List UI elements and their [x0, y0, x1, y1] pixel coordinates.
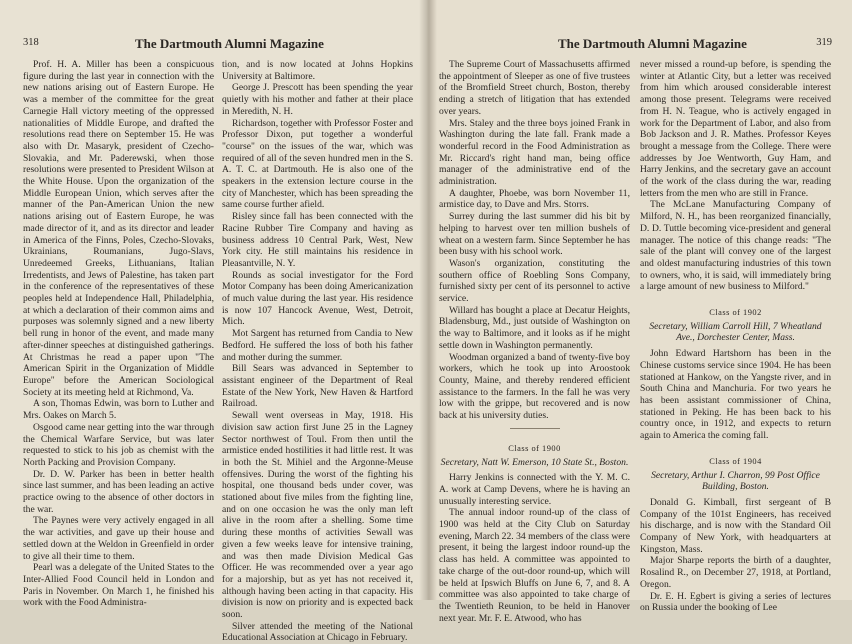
paragraph: Rounds as social investigator for the Ford Motor Company has been doing Americanization of much value during the last year. His residence is now 107 Hancock Avenue, West, Detroit, Mich.: [222, 269, 413, 328]
right-column-2: [640, 59, 831, 614]
paragraph: Dr. D. W. Parker has been in better health since last summer, and has been leading an active practice owing to the absence of other doctors in the war.: [23, 468, 214, 515]
paragraph: never missed a round-up before, is spending the winter at Atlantic City, but a letter was received from him which aroused considerable interest among those present. Telegrams were received from H. N. Teague, who is actively engaged in work for the Department of Labor, and also from Bob Jackson and J. R. Mathes. Professor Keyes brought a message from the College. There were addresses by Joe Wentworth, Guy Ham, and Harry Jenkins, and the secretary gave an account of the work of the class during the war, reading letters from the men who are still in France.: [640, 59, 831, 199]
class-1902-secretary: Secretary, William Carroll Hill, 7 Wheatland Ave., Dorchester Center, Mass.: [649, 320, 822, 344]
paragraph: Bill Sears was advanced in September to assistant engineer of the Department of Real Estate of the New York, New Haven & Hartford Railroad.: [222, 363, 413, 410]
left-page-magazine-title: The Dartmouth Alumni Magazine: [135, 36, 324, 51]
paragraph: The Supreme Court of Massachusetts affirmed the appointment of Sleeper as one of five trustees of the Bromfield Street church, Boston, thereby ending a stretch of litigation that has extended over years.: [439, 59, 630, 117]
paragraph: Major Sharpe reports the birth of a daughter, Rosalind R., on December 27, 1918, at Portland, Oregon.: [640, 555, 831, 590]
paragraph: Osgood came near getting into the war through the Chemical Warfare Service, but was later requested to stick to his job as chemist with the North Packing and Provision Company.: [23, 421, 214, 468]
right-column-1: [439, 59, 630, 624]
paragraph: The Paynes were very actively engaged in all the war activities, and gave up their house and settled down at the Weldon in Greenfield in order to give all their time to them.: [23, 515, 214, 562]
paragraph: Wason's organization, constituting the southern office of Roebling Sons Company, furnished sixty per cent of its personnel to active service.: [439, 257, 630, 305]
paragraph: Silver attended the meeting of the National Educational Association at Chicago in February.: [222, 620, 413, 644]
paragraph: Richardson, together with Professor Foster and Professor Dixon, put together a wonderful "course" on the issues of the war, which was required of all of the seven hundred men in the S. A. T. C. at Dartmouth. He is also one of the speakers in the extension lecture course in the city of Manchester, which has been spreading the same course further afield.: [222, 117, 413, 211]
class-1900-heading: Class of 1900: [508, 443, 561, 453]
class-1900-secretary: Secretary, Natt W. Emerson, 10 State St., Boston.: [440, 456, 629, 468]
paragraph: Donald G. Kimball, first sergeant of B Company of the 101st Engineers, has received his discharge, and is now with the Standard Oil Company of New York, with headquarters at Kingston, Mass.: [640, 496, 831, 555]
paragraph: Woodman organized a band of twenty-five boy workers, which he took up into Aroostook County, Maine, and thereby rendered efficient assistance to the farmers. In the fall he was very low with the grippe, but recovered and is now back at his university duties.: [439, 351, 630, 422]
paragraph: Risley since fall has been connected with the Racine Rubber Tire Company and having as business address 10 Central Park, West, New York city. He still maintains his residence in Pleasantville, N. Y.: [222, 211, 413, 269]
paragraph: George J. Prescott has been spending the year quietly with his mother and father at their place in Meredith, N. H.: [222, 82, 413, 117]
paragraph: Dr. E. H. Egbert is giving a series of lectures on Russia under the booking of Lee: [640, 590, 831, 614]
paragraph: Sewall went overseas in May, 1918. His division saw action first June 25 in the Lagney Sector northwest of Toul. From then until the armistice ended hostilities it had little rest. It was in both the St. Mihiel and the Argonne-Meuse offensives. During the worst of the fighting his hospital, one thousand beds under cover, was stationed about five miles from the fighting line, and on one occasion he was the only man left alive in the room after a shelling. Some time during these months of activities Sewall was given a few weeks leave for intensive training, and was then made Division Medical Gas Officer. He was recommended over a year ago for a majorship, but as yet has not received it, although having been acting in that capacity. His division is now on priority and is expected back soon.: [222, 410, 413, 621]
right-page-header: [439, 37, 832, 53]
left-page-header: [23, 37, 413, 53]
right-page-number: 319: [816, 37, 832, 48]
paragraph: The annual indoor round-up of the class of 1900 was held at the City Club on Saturday evening, March 22. 34 members of the class were present, it being the largest indoor round-up the class has held. A committee was appointed to take charge of the out-door round-up, which will be held at Ipswich Bluffs on June 6, 7, and 8. A committee was also appointed to take charge of the Twentieth Reunion, to be held in Hanover next year. Mr. F. E. Atwood, who has: [439, 507, 630, 624]
class-1904-secretary: Secretary, Arthur I. Charron, 99 Post Office Building, Boston.: [651, 469, 820, 493]
left-page-number: 318: [23, 37, 39, 48]
class-1904-heading: Class of 1904: [709, 456, 762, 466]
paragraph: A son, Thomas Edwin, was born to Luther and Mrs. Oakes on March 5.: [23, 398, 214, 422]
paragraph: Prof. H. A. Miller has been a conspicuous figure during the last year in connection with the new nations arising out of Eastern Europe. He was a member of the committee for the great Carnegie Hall victory meeting of the oppressed nationalities of Middle Europe, and drafted the resolutions read there on September 15. He was also with Dr. Masaryk, president of Czecho-Slovakia, and Mr. Paderewski, when those resolutions were presented to President Wilson at the White House. Upon the organization of the Middle European Union, which serves after the manner of the Pan-American Union the new nations arising out of Eastern Europe, he was made director of it, and as its director and leader in America of the Finns, Poles, Czecho-Slovaks, Ukrainians, Roumanians, Jugo-Slavs, Unredeemed Greeks, Lithuanians, Italian Irredentists, and Jews of Palestine, has taken part in the conference of the representatives of these peoples held at Independence Hall, Philadelphia, at which a declaration of their common aims and purposes was solemnly signed and a new liberty bell rung in honor of the event, and made many after-dinner speeches at distinguished gatherings. At Christmas he read a paper upon "The American Spirit in the Organization of Middle Europe" before the American Sociological Society at its meeting held at Richmond, Va.: [23, 59, 214, 398]
paragraph: Harry Jenkins is connected with the Y. M. C. A. work at Camp Devens, where he is having an unusually interesting service.: [439, 472, 630, 507]
class-1902-heading: Class of 1902: [709, 308, 762, 318]
paragraph: John Edward Hartshorn has been in the Chinese customs service since 1904. He has been stationed at Hankow, on the Yangste river, and in South China and Manchuria. For two years he has been assistant commissioner of China, stationed in Peking. He has been back to his country once, in 1912, and expects to return again to America the coming fall.: [640, 348, 831, 442]
paragraph: Mrs. Staley and the three boys joined Frank in Washington during the late fall. Frank made a wonderful record in the Food Administration as Mr. Riccard's right hand man, being office manager of the administrative end of the administration.: [439, 117, 630, 188]
paragraph: A daughter, Phoebe, was born November 11, armistice day, to Dave and Mrs. Storrs.: [439, 187, 630, 211]
section-divider: [510, 428, 560, 429]
right-page-magazine-title: The Dartmouth Alumni Magazine: [558, 36, 747, 51]
left-column-1: [23, 59, 214, 609]
left-column-2: [222, 59, 413, 644]
paragraph: The McLane Manufacturing Company of Milford, N. H., has been reorganized financially, D. D. Tuttle becoming vice-president and general manager. The notice of this change reads: "The sale of the plant will convey one of the largest and oldest manufacturing industries of this town to owners, who, it is said, will immediately bring a large amount of new business to Milford.": [640, 199, 831, 293]
paragraph: Willard has bought a place at Decatur Heights, Bladensburg, Md., just outside of Washington on the way to Baltimore, and it looks as if he might settle down in Washington permanently.: [439, 304, 630, 351]
paragraph: Mot Sargent has returned from Candia to New Bedford. He suffered the loss of both his father and mother during the summer.: [222, 328, 413, 363]
right-page: [427, 0, 852, 624]
paragraph: Surrey during the last summer did his bit by helping to harvest over ten million bushels of wheat on a western farm. Since September he has been busy with his school work.: [439, 211, 630, 258]
book-gutter: [419, 0, 437, 600]
paragraph: tion, and is now located at Johns Hopkins University at Baltimore.: [222, 59, 413, 82]
paragraph: Pearl was a delegate of the United States to the Inter-Allied Food Council held in London and Paris in November. On March 1, he finished his work with the Food Administra-: [23, 562, 214, 609]
